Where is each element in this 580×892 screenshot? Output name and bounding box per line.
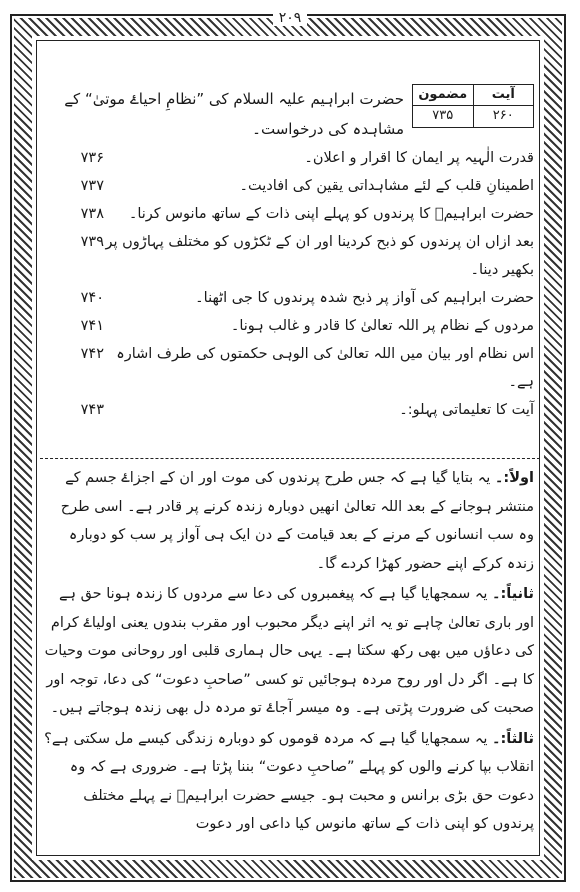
list-item xyxy=(44,228,534,284)
list-item xyxy=(44,144,534,172)
paragraph xyxy=(44,580,534,723)
item-text: بعد ازاں ان پرندوں کو ذبح کردینا اور ان کے ٹکڑوں کو مختلف پہاڑوں پر بکھیر دینا۔ xyxy=(105,234,534,278)
item-number: ۷۳۷ xyxy=(80,178,104,194)
verse-number: ۲۶۰ xyxy=(492,108,514,123)
item-text: حضرت ابراہیم کی آواز پر ذبح شدہ پرندوں کا جی اٹھنا۔ xyxy=(195,290,534,306)
item-number: ۷۳۶ xyxy=(80,150,104,166)
item-text: اطمینانِ قلب کے لئے مشاہداتی یقین کی افادیت۔ xyxy=(239,178,534,194)
list-item xyxy=(44,396,534,424)
topic-column xyxy=(413,85,473,127)
list-item xyxy=(44,200,534,228)
page-number: ۲۰۹ xyxy=(0,10,580,26)
paragraph-lead: اولاً:۔ xyxy=(494,470,534,486)
topic-list xyxy=(44,144,534,424)
verse-column xyxy=(473,85,534,127)
list-item xyxy=(44,172,534,200)
item-number: ۷۳۸ xyxy=(80,206,104,222)
paragraph xyxy=(44,464,534,578)
section-divider xyxy=(40,458,540,459)
paragraph-lead: ثانیاً:۔ xyxy=(492,586,534,602)
list-item xyxy=(44,340,534,396)
item-text: قدرت الٰہیہ پر ایمان کا اقرار و اعلان۔ xyxy=(304,150,534,166)
paragraph-text: یہ سمجھایا گیا ہے کہ پیغمبروں کی دعا سے مردوں کا زندہ ہونا حق ہے اور باری تعالیٰ چاہے تو یہ اثر اپنے دیگر محبوب اور مقرب بندوں یعنی اولیاۓ کرام کی دعاؤں میں بھی رکھ سکتا ہے۔ یہی حال ہماری قلبی اور روحانی موت وحیات کا ہے۔ اگر دل اور روح مردہ ہوجائیں تو کسی ”صاحبِ دعوت“ کی دعا، توجہ اور صحبت کی ضرورت پڑتی ہے۔ وہ میسر آجاۓ تو مردہ دل بھی زندہ ہوجاتے ہیں۔ xyxy=(44,586,534,716)
verse-topic-table xyxy=(412,84,534,128)
item-number: ۷۳۹ xyxy=(80,234,104,250)
paragraph-lead: ثالثاً:۔ xyxy=(492,730,534,747)
item-number: ۷۴۰ xyxy=(80,290,104,306)
item-number: ۷۴۱ xyxy=(80,318,104,334)
topic-heading: مضمون xyxy=(413,85,473,106)
list-item xyxy=(44,312,534,340)
paragraph-text: یہ سمجھایا گیا ہے کہ مردہ قوموں کو دوبارہ زندگی کیسے مل سکتی ہے؟ انقلاب بپا کرنے والوں کو پہلے ”صاحبِ دعوت“ بننا پڑتا ہے۔ ضروری ہے کہ وہ دعوت حق بڑی برانس و محبت ہو۔ جیسے حضرت ابراہیمؑ نے پہلے مختلف پرندوں کو اپنی ذات کے ساتھ مانوس کیا داعی اور دعوت xyxy=(44,730,534,832)
item-text: حضرت ابراہیمؑ کا پرندوں کو پہلے اپنی ذات کے ساتھ مانوس کرنا۔ xyxy=(128,206,534,222)
item-text: اس نظام اور بیان میں اللہ تعالیٰ کی الوہی حکمتوں کی طرف اشارہ ہے۔ xyxy=(116,346,534,390)
intro-text: حضرت ابراہیم علیہ السلام کی ”نظامِ احیاۓ موتیٰ“ کے مشاہدہ کی درخواست۔ xyxy=(64,90,404,138)
topic-number: ۷۳۵ xyxy=(432,108,454,123)
verse-heading: آیت xyxy=(474,85,534,106)
list-item xyxy=(44,284,534,312)
paragraph xyxy=(44,725,534,839)
teaching-paragraphs xyxy=(44,464,534,841)
item-number: ۷۴۲ xyxy=(80,346,104,362)
item-text: مردوں کے نظام پر اللہ تعالیٰ کا قادر و غالب ہونا۔ xyxy=(230,318,534,334)
item-number: ۷۴۳ xyxy=(80,402,104,418)
paragraph-text: یہ بتایا گیا ہے کہ جس طرح پرندوں کی موت اور ان کے اجزاۓ جسم کے منتشر ہوجانے کے بعد اللہ تعالیٰ انھیں دوبارہ زندہ کرنے پر قادر ہے۔ اسی طرح وہ سب انسانوں کے مرنے کے بعد قیامت کے دن ایک ہی آواز پر سب کو دوبارہ زندہ کرکے اپنے حضور کھڑا کردے گا۔ xyxy=(60,470,534,572)
item-text: آیت کا تعلیماتی پہلو:۔ xyxy=(399,402,534,418)
